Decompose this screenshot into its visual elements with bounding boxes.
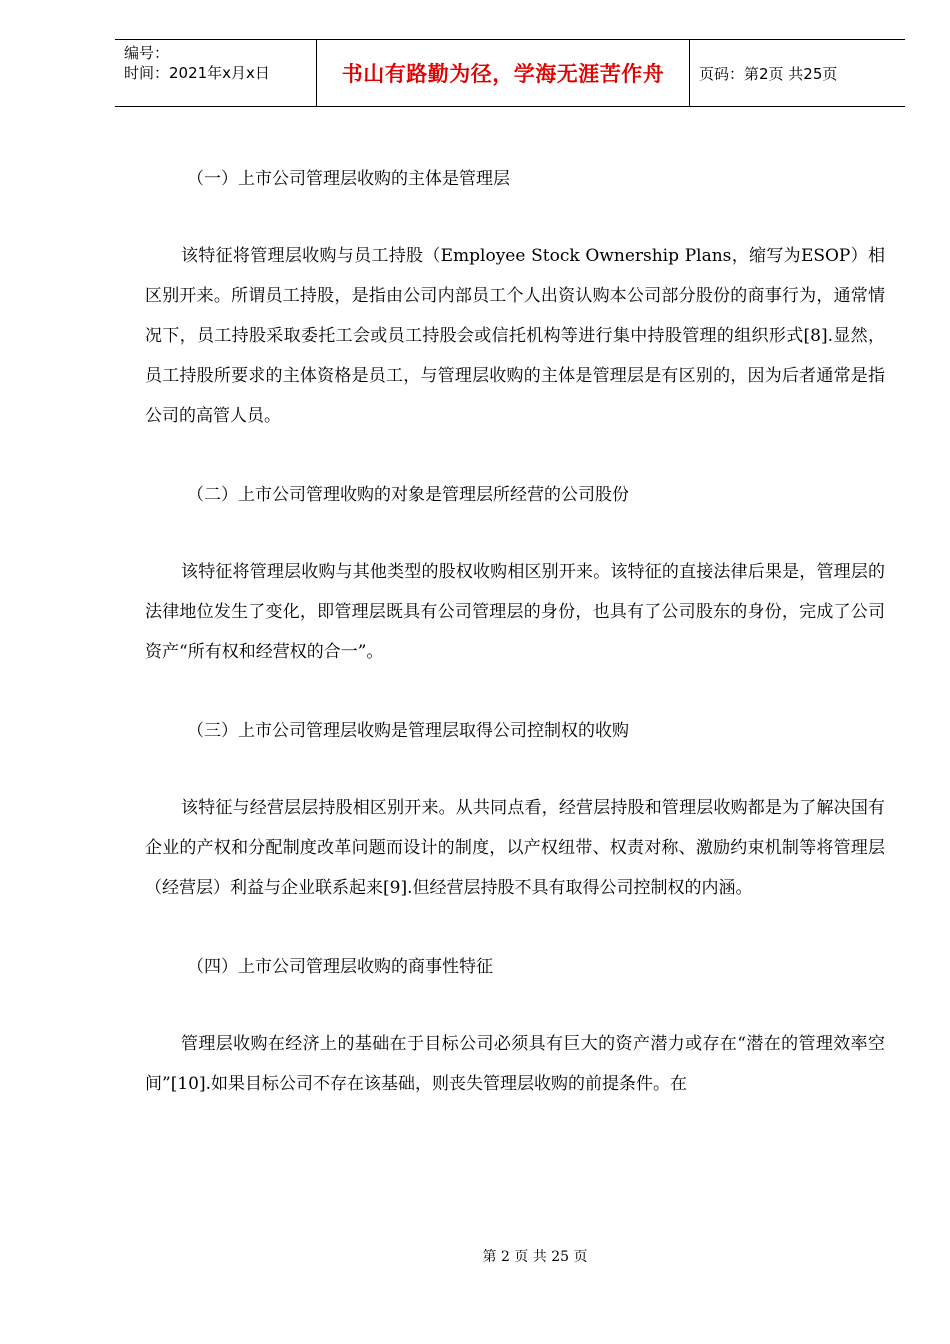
header-time-label: 时间：2021年x月x日: [124, 64, 270, 82]
section-heading-4: （四）上市公司管理层收购的商事性特征: [187, 957, 493, 977]
page-footer: 第 2 页 共 25 页: [482, 1249, 588, 1265]
header-motto: 书山有路勤为径，学海无涯苦作舟: [316, 40, 690, 106]
section-paragraph-2: 该特征将管理层收购与其他类型的股权收购相区别开来。该特征的直接法律后果是，管理层的法律地位发生了变化，即管理层既具有公司管理层的身份，也具有了公司股东的身份，完成了公司资产“所有权和经营权的合一”。: [145, 562, 885, 662]
header-number-label: 编号：: [124, 44, 170, 62]
section-heading-3: （三）上市公司管理层收购是管理层取得公司控制权的收购: [187, 721, 629, 741]
section-heading-1: （一）上市公司管理层收购的主体是管理层: [187, 169, 510, 189]
section-paragraph-3: 该特征与经营层层持股相区别开来。从共同点看，经营层持股和管理层收购都是为了解决国有企业的产权和分配制度改革问题而设计的制度，以产权纽带、权责对称、激励约束机制等将管理层（经营层）利益与企业联系起来[9].但经营层持股不具有取得公司控制权的内涵。: [145, 798, 885, 898]
section-paragraph-4: 管理层收购在经济上的基础在于目标公司必须具有巨大的资产潜力或存在“潜在的管理效率空间”[10].如果目标公司不存在该基础，则丧失管理层收购的前提条件。在: [145, 1034, 885, 1094]
section-paragraph-1: 该特征将管理层收购与员工持股（Employee Stock Ownership Plans，缩写为ESOP）相区别开来。所谓员工持股，是指由公司内部员工个人出资认购本公司部分股份的商事行为，通常情况下，员工持股采取委托工会或员工持股会或信托机构等进行集中持股管理的组织形式[8].显然，员工持股所要求的主体资格是员工，与管理层收购的主体是管理层是有区别的，因为后者通常是指公司的高管人员。: [145, 246, 885, 426]
header-meta: [115, 40, 316, 106]
header-page-label: 页码：第2页 共25页: [699, 64, 838, 83]
section-heading-2: （二）上市公司管理收购的对象是管理层所经营的公司股份: [187, 485, 629, 505]
page-header: [115, 39, 905, 107]
document-body: [145, 160, 885, 1104]
